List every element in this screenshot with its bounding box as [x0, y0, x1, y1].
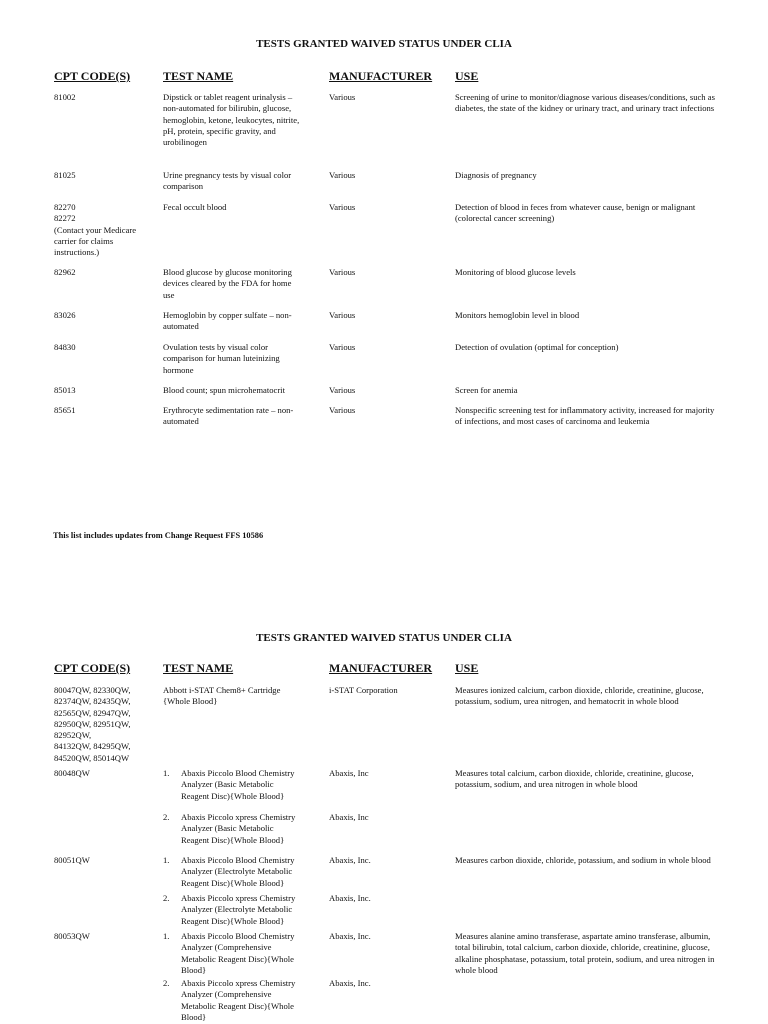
- list-item-number: 1.: [163, 768, 170, 778]
- cpt-code-cell: [54, 855, 90, 866]
- test-name-cell-line: {Whole Blood}: [163, 696, 218, 707]
- test-name-cell-line: Blood}: [181, 1011, 207, 1022]
- use-cell-line: alkaline phosphatase, potassium, total protein, sodium, and urea nitrogen in: [455, 953, 715, 964]
- test-name-cell: [163, 405, 293, 428]
- test-name-cell-line: comparison: [163, 181, 204, 192]
- cpt-code-cell-line: 80051QW: [54, 855, 90, 865]
- test-name-cell-line: Abaxis Piccolo xpress Chemistry: [181, 893, 296, 903]
- list-item-number: 2.: [163, 978, 170, 988]
- use-cell: [455, 170, 537, 181]
- cpt-code-cell-line: 84132QW, 84295QW,: [54, 741, 131, 752]
- use-cell-line: Monitoring of blood glucose levels: [455, 267, 576, 277]
- use-cell-line: Measures total calcium, carbon dioxide, chloride, creatinine, glucose,: [455, 768, 694, 778]
- cpt-code-cell: [54, 768, 90, 779]
- cpt-code-cell: [54, 92, 75, 103]
- header-use: USE: [455, 661, 479, 675]
- use-cell: [455, 855, 711, 866]
- use-cell-line: potassium, sodium, and urea nitrogen in whole blood: [455, 779, 638, 790]
- use-cell-line: Measures ionized calcium, carbon dioxide, chloride, creatinine, glucose,: [455, 685, 704, 695]
- test-name-cell-line: non-automated for bilirubin, glucose,: [163, 103, 292, 114]
- cpt-code-cell-line: 80048QW: [54, 768, 90, 778]
- use-cell-line: of infections, and most cases of carcinoma and leukemia: [455, 416, 650, 427]
- manufacturer-cell: Abaxis, Inc.: [329, 893, 371, 903]
- manufacturer-cell: Various: [329, 405, 356, 415]
- test-name-cell-line: Reagent Disc){Whole Blood}: [181, 790, 285, 801]
- test-name-cell-line: Blood glucose by glucose monitoring: [163, 267, 292, 277]
- use-cell-line: diabetes, the state of the kidney or urinary tract, and urinary tract infections: [455, 103, 715, 114]
- test-name-cell-line: Analyzer (Comprehensive: [181, 942, 272, 953]
- test-name-cell: [163, 385, 285, 396]
- list-item-number: 2.: [163, 812, 170, 822]
- test-name-cell: [163, 92, 299, 148]
- use-cell-line: Detection of blood in feces from whatever cause, benign or malignant: [455, 202, 696, 212]
- header-test-name: TEST NAME: [163, 69, 234, 83]
- test-name-cell: [163, 685, 280, 708]
- cpt-code-cell-line: 80047QW, 82330QW,: [54, 685, 131, 695]
- cpt-code-cell-line: 84830: [54, 342, 76, 352]
- use-cell-line: Measures alanine amino transferase, aspartate amino transferase, albumin,: [455, 931, 711, 941]
- test-name-cell: [181, 931, 294, 976]
- test-name-cell-line: Metabolic Reagent Disc){Whole: [181, 1000, 294, 1011]
- use-cell-line: Measures carbon dioxide, chloride, potassium, and sodium in whole blood: [455, 855, 711, 865]
- manufacturer-cell: Various: [329, 385, 356, 395]
- use-cell-line: Detection of ovulation (optimal for conception): [455, 342, 619, 352]
- use-cell: [455, 267, 576, 278]
- list-item-number: 1.: [163, 855, 170, 865]
- test-name-cell-line: Analyzer (Comprehensive: [181, 989, 272, 1000]
- test-name-cell-line: Abaxis Piccolo Blood Chemistry: [181, 931, 295, 941]
- test-name-cell-line: Abaxis Piccolo xpress Chemistry: [181, 978, 296, 988]
- test-name-cell-line: Urine pregnancy tests by visual color: [163, 170, 292, 180]
- cpt-code-cell-line: 85651: [54, 405, 76, 415]
- test-name-cell-line: Fecal occult blood: [163, 202, 227, 212]
- test-name-cell-line: Analyzer (Electrolyte Metabolic: [181, 866, 293, 877]
- test-name-cell: [181, 812, 295, 846]
- cpt-code-cell-line: 82272: [54, 213, 76, 224]
- header-manufacturer: MANUFACTURER: [329, 69, 433, 83]
- test-name-cell-line: Dipstick or tablet reagent urinalysis –: [163, 92, 293, 102]
- cpt-code-cell-line: 81025: [54, 170, 76, 180]
- manufacturer-cell: Abaxis, Inc: [329, 768, 369, 778]
- use-cell: [455, 685, 704, 708]
- test-name-cell-line: Reagent Disc){Whole Blood}: [181, 877, 285, 888]
- cpt-code-cell-line: 82565QW, 82947QW,: [54, 707, 131, 718]
- test-name-cell-line: pH, protein, specific gravity, and: [163, 125, 276, 136]
- use-cell-line: whole blood: [455, 964, 498, 975]
- cpt-code-cell-line: 80053QW: [54, 931, 90, 941]
- manufacturer-cell: Abaxis, Inc.: [329, 978, 371, 988]
- test-name-cell: [181, 893, 295, 927]
- list-item-number: 2.: [163, 893, 170, 903]
- test-name-cell-line: Reagent Disc){Whole Blood}: [181, 834, 285, 845]
- header-manufacturer: MANUFACTURER: [329, 661, 433, 675]
- cpt-code-cell: [54, 685, 130, 764]
- use-cell: [455, 385, 518, 396]
- cpt-code-cell-line: 84520QW, 85014QW: [54, 752, 130, 763]
- test-name-cell-line: Hemoglobin by copper sulfate – non-: [163, 310, 292, 320]
- test-name-cell-line: Metabolic Reagent Disc){Whole: [181, 953, 294, 964]
- test-name-cell-line: Blood}: [181, 964, 207, 975]
- test-name-cell: [181, 768, 294, 802]
- manufacturer-cell: Various: [329, 92, 356, 102]
- cpt-code-cell: [54, 405, 75, 416]
- test-name-cell-line: Analyzer (Basic Metabolic: [181, 823, 274, 834]
- test-name-cell-line: automated: [163, 321, 199, 332]
- use-cell: [455, 768, 694, 791]
- manufacturer-cell: Various: [329, 170, 356, 180]
- cpt-code-cell: [54, 170, 75, 181]
- manufacturer-cell: Various: [329, 267, 356, 277]
- cpt-code-cell-line: carrier for claims: [54, 235, 114, 246]
- test-name-cell-line: urobilinogen: [163, 137, 207, 148]
- cpt-code-cell-line: 82270: [54, 202, 76, 212]
- section1-title: TESTS GRANTED WAIVED STATUS UNDER CLIA: [256, 38, 512, 50]
- manufacturer-cell: Abaxis, Inc.: [329, 855, 371, 865]
- manufacturer-cell: Various: [329, 342, 356, 352]
- cpt-code-cell: [54, 342, 75, 353]
- use-cell-line: Diagnosis of pregnancy: [455, 170, 537, 180]
- test-name-cell-line: Abaxis Piccolo Blood Chemistry: [181, 855, 295, 865]
- test-name-cell: [181, 978, 295, 1023]
- test-name-cell-line: Abaxis Piccolo xpress Chemistry: [181, 812, 296, 822]
- test-name-cell: [163, 310, 292, 333]
- use-cell-line: Monitors hemoglobin level in blood: [455, 310, 580, 320]
- test-name-cell: [163, 267, 292, 301]
- use-cell: [455, 405, 714, 428]
- test-name-cell: [163, 342, 280, 376]
- manufacturer-cell: Abaxis, Inc.: [329, 931, 371, 941]
- test-name-cell-line: Blood count; spun microhematocrit: [163, 385, 285, 395]
- test-name-cell-line: Analyzer (Basic Metabolic: [181, 779, 274, 790]
- test-name-cell: [163, 202, 226, 213]
- cpt-code-cell-line: 81002: [54, 92, 76, 102]
- header-cpt-codes: CPT CODE(S): [54, 661, 131, 675]
- manufacturer-cell: Abaxis, Inc: [329, 812, 369, 822]
- cpt-code-cell: [54, 267, 75, 278]
- cpt-code-cell-line: 82374QW, 82435QW,: [54, 696, 131, 707]
- manufacturer-cell: Various: [329, 310, 356, 320]
- test-name-cell-line: Abbott i-STAT Chem8+ Cartridge: [163, 685, 281, 695]
- use-cell: [455, 202, 695, 225]
- test-name-cell-line: Erythrocyte sedimentation rate – non-: [163, 405, 294, 415]
- use-cell-line: total bilirubin, total calcium, carbon dioxide, chloride, creatinine, glucose,: [455, 942, 710, 953]
- list-item-number: 1.: [163, 931, 170, 941]
- manufacturer-cell: i-STAT Corporation: [329, 685, 398, 695]
- cpt-code-cell-line: (Contact your Medicare: [54, 224, 137, 235]
- cpt-code-cell: [54, 202, 136, 258]
- header-use: USE: [455, 69, 479, 83]
- test-name-cell-line: comparison for human luteinizing: [163, 353, 280, 364]
- cpt-code-cell: [54, 931, 90, 942]
- use-cell-line: Screen for anemia: [455, 385, 518, 395]
- use-cell: [455, 342, 618, 353]
- test-name-cell-line: hemoglobin, ketone, leukocytes, nitrite,: [163, 114, 300, 125]
- cpt-code-cell: [54, 310, 75, 321]
- change-request-note: This list includes updates from Change Request FFS 10586: [53, 531, 264, 540]
- test-name-cell-line: Ovulation tests by visual color: [163, 342, 269, 352]
- cpt-code-cell: [54, 385, 75, 396]
- cpt-code-cell-line: 82962: [54, 267, 76, 277]
- use-cell: [455, 931, 714, 976]
- use-cell: [455, 310, 579, 321]
- header-test-name: TEST NAME: [163, 661, 234, 675]
- test-name-cell-line: Abaxis Piccolo Blood Chemistry: [181, 768, 295, 778]
- use-cell-line: Nonspecific screening test for inflammatory activity, increased for majority: [455, 405, 715, 415]
- cpt-code-cell-line: 82952QW,: [54, 730, 92, 741]
- use-cell-line: (colorectal cancer screening): [455, 213, 555, 224]
- test-name-cell-line: Reagent Disc){Whole Blood}: [181, 915, 285, 926]
- use-cell: [455, 92, 715, 115]
- test-name-cell-line: use: [163, 289, 175, 300]
- cpt-code-cell-line: 83026: [54, 310, 76, 320]
- cpt-code-cell-line: 85013: [54, 385, 76, 395]
- section2-title: TESTS GRANTED WAIVED STATUS UNDER CLIA: [256, 632, 512, 644]
- use-cell-line: potassium, sodium, urea nitrogen, and hematocrit in whole blood: [455, 696, 679, 707]
- test-name-cell: [181, 855, 294, 889]
- cpt-code-cell-line: 82950QW, 82951QW,: [54, 718, 131, 729]
- test-name-cell-line: hormone: [163, 364, 194, 375]
- test-name-cell-line: devices cleared by the FDA for home: [163, 278, 292, 289]
- test-name-cell-line: Analyzer (Electrolyte Metabolic: [181, 904, 293, 915]
- header-cpt-codes: CPT CODE(S): [54, 69, 131, 83]
- test-name-cell: [163, 170, 291, 193]
- cpt-code-cell-line: instructions.): [54, 247, 100, 258]
- use-cell-line: Screening of urine to monitor/diagnose various diseases/conditions, such as: [455, 92, 715, 102]
- test-name-cell-line: automated: [163, 416, 199, 427]
- manufacturer-cell: Various: [329, 202, 356, 212]
